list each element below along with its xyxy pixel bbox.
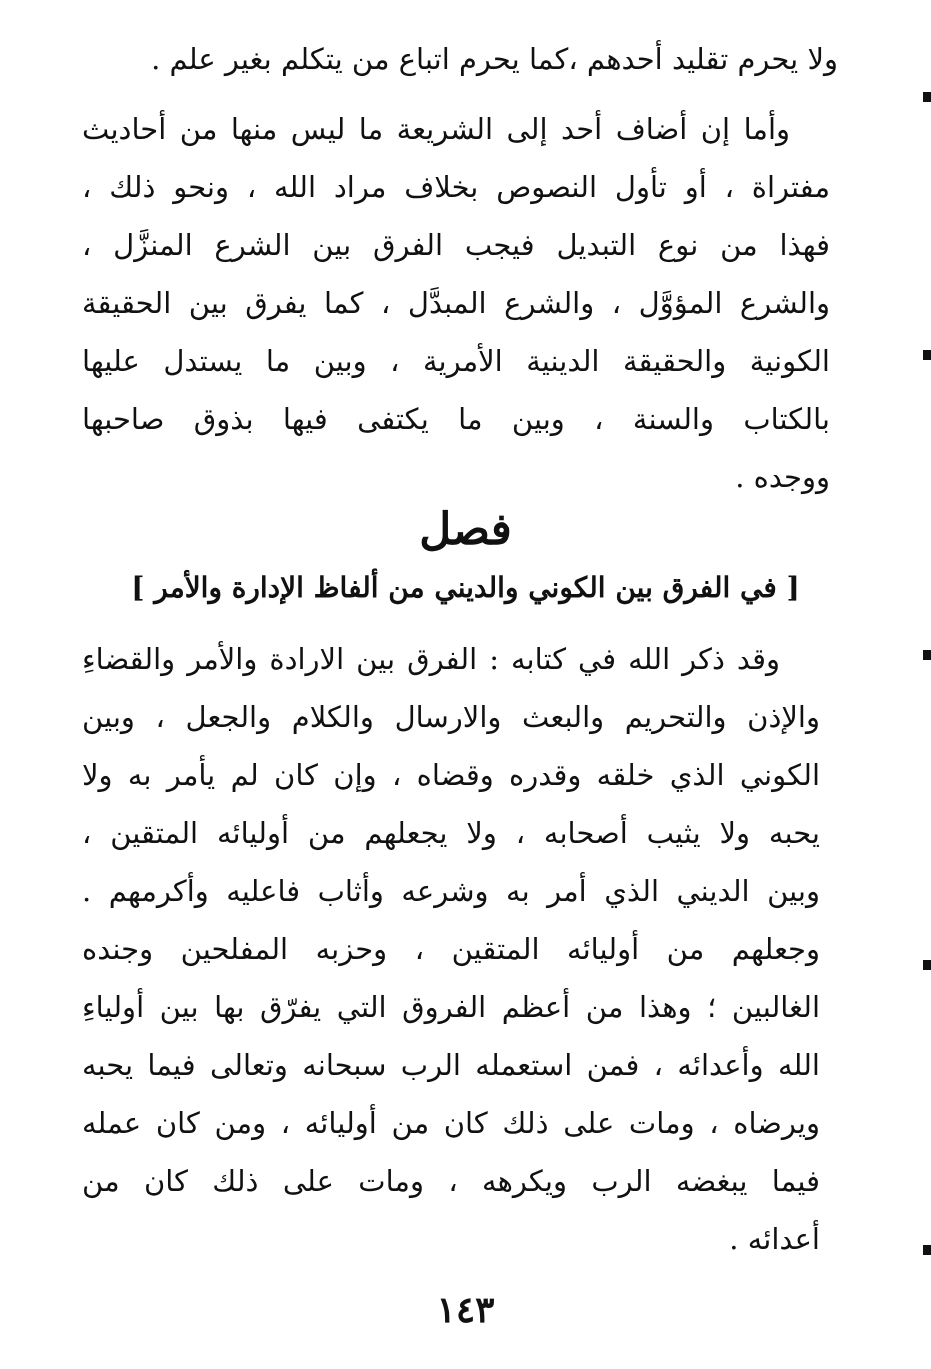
text-line: مفتراة ، أو تأول النصوص بخلاف مراد الله ، ونحو ذلك ، xyxy=(82,170,830,204)
margin-mark xyxy=(923,650,931,660)
top-paragraph xyxy=(78,30,838,88)
section-subtitle: [ في الفرق بين الكوني والديني من ألفاظ الإدارة والأمر ] xyxy=(131,571,800,604)
text-line: الغالبين ؛ وهذا من أعظم الفروق التي يفرّق بها بين أولياءِ xyxy=(82,990,820,1024)
text-line: وبين الديني الذي أمر به وشرعه وأثاب فاعليه وأكرمهم . xyxy=(82,874,820,908)
paragraph-alteration xyxy=(82,100,830,506)
text-line: ويرضاه ، ومات على ذلك كان من أوليائه ، ومن كان عمله xyxy=(82,1106,820,1140)
text-line: الكونية والحقيقة الدينية الأمرية ، وبين ما يستدل عليها xyxy=(82,344,830,378)
text-line: فيما يبغضه الرب ويكرهه ، ومات على ذلك كان من xyxy=(82,1164,820,1198)
margin-mark xyxy=(923,1245,931,1255)
text-line: فهذا من نوع التبديل فيجب الفرق بين الشرع المنزَّل ، xyxy=(82,228,830,262)
text-line: الله وأعدائه ، فمن استعمله الرب سبحانه وتعالى فيما يحبه xyxy=(82,1048,820,1082)
page-number: ١٤٣ xyxy=(436,1289,495,1331)
text-line: والشرع المؤوَّل ، والشرع المبدَّل ، كما يفرق بين الحقيقة xyxy=(82,286,830,320)
text-line: ووجده . xyxy=(735,460,830,494)
text-line: بالكتاب والسنة ، وبين ما يكتفى فيها بذوق صاحبها xyxy=(82,402,830,436)
margin-mark xyxy=(923,960,931,970)
text-line: ولا يحرم تقليد أحدهم ،كما يحرم اتباع من يتكلم بغير علم . xyxy=(151,42,838,76)
margin-mark xyxy=(923,350,931,360)
text-line: وقد ذكر الله في كتابه : الفرق بين الارادة والأمر والقضاءِ xyxy=(82,642,780,676)
text-line: وجعلهم من أوليائه المتقين ، وحزبه المفلحين وجنده xyxy=(82,932,820,966)
text-line: يحبه ولا يثيب أصحابه ، ولا يجعلهم من أوليائه المتقين ، xyxy=(82,816,820,850)
section-title: فصل xyxy=(419,504,512,555)
paragraph-distinction xyxy=(82,630,820,1268)
margin-mark xyxy=(923,92,931,102)
text-line: أعدائه . xyxy=(729,1222,820,1256)
text-line: الكوني الذي خلقه وقدره وقضاه ، وإن كان لم يأمر به ولا xyxy=(82,758,820,792)
text-line: وأما إن أضاف أحد إلى الشريعة ما ليس منها من أحاديث xyxy=(82,112,790,146)
text-line: والإذن والتحريم والبعث والارسال والكلام والجعل ، وبين xyxy=(82,700,820,734)
